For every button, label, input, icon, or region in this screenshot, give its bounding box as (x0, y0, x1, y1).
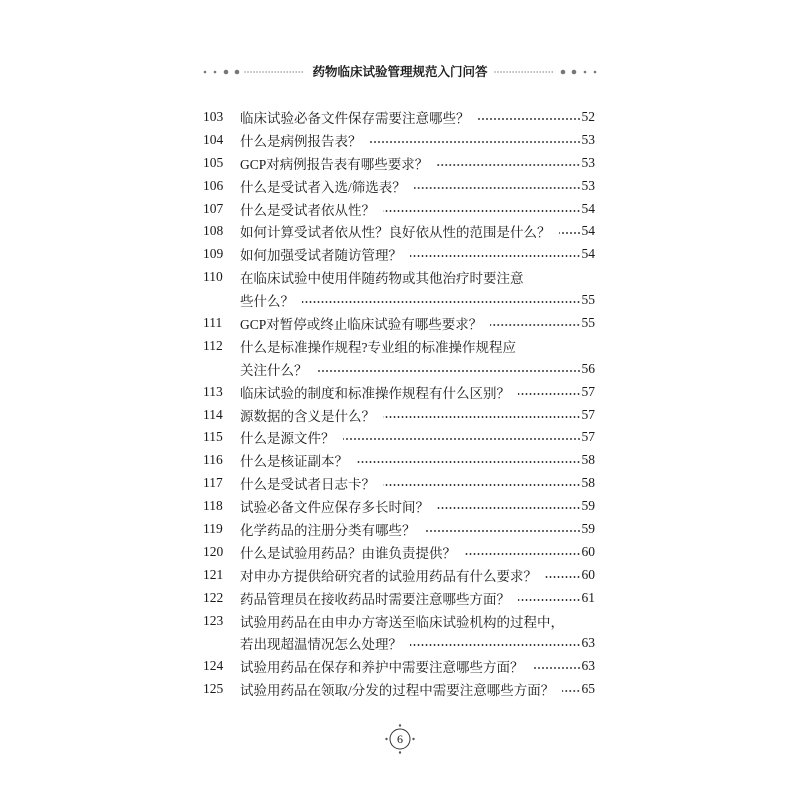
entry-title: 什么是核证副本？ (240, 454, 348, 470)
entry-page-number: 63 (581, 658, 595, 674)
toc-entry (203, 220, 595, 243)
dot-leader (370, 140, 581, 144)
entry-title: 什么是源文件？ (240, 431, 335, 447)
entry-number: 125 (203, 681, 224, 697)
dot-leader (518, 598, 581, 602)
entry-page-number: 58 (581, 475, 595, 491)
running-header-title: 药物临床试验管理规范入门问答 (312, 64, 488, 79)
entry-page-number: 54 (581, 200, 595, 216)
entry-number: 115 (203, 429, 223, 445)
entry-page-number: 61 (581, 589, 595, 605)
dot-leader (410, 643, 581, 647)
entry-number: 103 (203, 108, 224, 124)
dot-leader (383, 483, 581, 487)
entry-title: GCP对暂停或终止临床试验有哪些要求？ (240, 316, 483, 332)
dot-leader (478, 117, 581, 121)
dot-leader (343, 437, 581, 441)
entry-page-number: 60 (581, 566, 595, 582)
entry-title-line2: 关注什么？ (240, 362, 308, 378)
toc-entry (203, 540, 595, 563)
toc-entry (203, 151, 595, 174)
dot-leader (316, 369, 581, 373)
toc-entry (203, 472, 595, 495)
entry-page-number: 65 (581, 681, 595, 697)
entry-number: 111 (203, 314, 223, 330)
page-number: 6 (397, 732, 403, 746)
entry-page-number: 60 (581, 543, 595, 559)
dot-leader (414, 186, 581, 190)
toc-entry (203, 563, 595, 586)
entry-page-number: 52 (581, 108, 595, 124)
entry-page-number: 58 (581, 452, 595, 468)
dot-leader (490, 323, 580, 327)
toc-entry-line (203, 289, 595, 312)
entry-number: 106 (203, 177, 224, 193)
dot-leader (410, 254, 581, 258)
entry-number: 124 (203, 658, 224, 674)
entry-number: 118 (203, 498, 223, 514)
entry-page-number: 54 (581, 223, 595, 239)
dot-leader (518, 392, 581, 396)
entry-title: GCP对病例报告表有哪些要求？ (240, 156, 429, 172)
dot-leader (383, 209, 581, 213)
entry-title: 如何计算受试者依从性？良好依从性的范围是什么？ (240, 225, 551, 241)
dot-leader (437, 506, 581, 510)
entry-title-line1: 什么是标准操作规程?专业组的标准操作规程应 (240, 339, 516, 355)
toc-entry (203, 449, 595, 472)
dot-leader (302, 300, 581, 304)
entry-number: 113 (203, 383, 223, 399)
dot-leader (464, 552, 581, 556)
toc-entry-line (203, 632, 595, 655)
dot-leader (562, 689, 580, 693)
toc-entry-multiline (203, 334, 595, 380)
entry-number: 112 (203, 337, 223, 353)
entry-number: 110 (203, 269, 223, 285)
entry-page-number: 57 (581, 406, 595, 422)
dot-leader (356, 460, 581, 464)
entry-title-line2: 些什么？ (240, 294, 294, 310)
entry-title-line1: 试验用药品在由申办方寄送至临床试验机构的过程中， (240, 614, 564, 630)
entry-title: 如何加强受试者随访管理？ (240, 248, 402, 264)
dot-leader (383, 415, 581, 419)
entry-number: 119 (203, 520, 223, 536)
entry-title: 源数据的含义是什么？ (240, 408, 375, 424)
entry-page-number: 53 (581, 154, 595, 170)
toc-entry-line (203, 357, 595, 380)
entry-title: 临床试验的制度和标准操作规程有什么区别？ (240, 385, 510, 401)
entry-title: 化学药品的注册分类有哪些？ (240, 522, 416, 538)
entry-number: 117 (203, 475, 223, 491)
entry-page-number: 57 (581, 429, 595, 445)
entry-title: 什么是试验用药品？由谁负责提供？ (240, 545, 456, 561)
entry-number: 114 (203, 406, 223, 422)
dot-leader (545, 575, 581, 579)
entry-number: 116 (203, 452, 223, 468)
entry-number: 109 (203, 246, 224, 262)
toc-entry (203, 403, 595, 426)
dot-leader (532, 666, 581, 670)
entry-number: 120 (203, 543, 224, 559)
entry-title: 试验必备文件应保存多长时间？ (240, 500, 429, 516)
entry-title: 试验用药品在领取/分发的过程中需要注意哪些方面？ (240, 683, 555, 699)
entry-title: 什么是病例报告表？ (240, 133, 362, 149)
entry-page-number: 55 (581, 292, 595, 308)
entry-page-number: 56 (581, 360, 595, 376)
toc-entry (203, 128, 595, 151)
entry-number: 122 (203, 589, 224, 605)
toc-entry (203, 426, 595, 449)
toc-entry (203, 495, 595, 518)
toc-entry (203, 655, 595, 678)
entry-title: 临床试验必备文件保存需要注意哪些？ (240, 110, 470, 126)
entry-title-line2: 若出现超温情况怎么处理？ (240, 637, 402, 653)
entry-page-number: 53 (581, 177, 595, 193)
entry-title-line1: 在临床试验中使用伴随药物或其他治疗时要注意 (240, 271, 524, 287)
toc-entry (203, 106, 595, 129)
entry-title: 什么是受试者依从性？ (240, 202, 375, 218)
entry-title: 对申办方提供给研究者的试验用药品有什么要求？ (240, 568, 537, 584)
toc-entry (203, 678, 595, 701)
toc-list (203, 106, 595, 701)
toc-entry (203, 243, 595, 266)
toc-entry (203, 312, 595, 335)
entry-number: 107 (203, 200, 224, 216)
entry-number: 104 (203, 131, 224, 147)
toc-entry-multiline (203, 266, 595, 312)
entry-page-number: 54 (581, 246, 595, 262)
entry-page-number: 59 (581, 498, 595, 514)
entry-title: 试验用药品在保存和养护中需要注意哪些方面？ (240, 660, 524, 676)
entry-page-number: 57 (581, 383, 595, 399)
toc-entry (203, 586, 595, 609)
entry-number: 105 (203, 154, 224, 170)
entry-number: 123 (203, 612, 224, 628)
toc-entry (203, 174, 595, 197)
entry-number: 121 (203, 566, 224, 582)
dot-leader (436, 163, 580, 167)
toc-entry (203, 197, 595, 220)
entry-title: 什么是受试者日志卡？ (240, 477, 375, 493)
toc-entry-line (203, 609, 595, 632)
entry-page-number: 59 (581, 520, 595, 536)
dot-leader (424, 529, 581, 533)
toc-entry-line (203, 266, 595, 289)
toc-entry-line (203, 334, 595, 357)
header-ornament-right (492, 66, 602, 78)
header-ornament-left (198, 66, 308, 78)
toc-entry-multiline (203, 609, 595, 655)
entry-title: 什么是受试者入选/筛选表？ (240, 179, 406, 195)
toc-entry (203, 518, 595, 541)
entry-page-number: 63 (581, 635, 595, 651)
entry-page-number: 55 (581, 314, 595, 330)
entry-number: 108 (203, 223, 224, 239)
toc-entry (203, 380, 595, 403)
dot-leader (559, 231, 581, 235)
entry-title: 药品管理员在接收药品时需要注意哪些方面？ (240, 591, 510, 607)
entry-page-number: 53 (581, 131, 595, 147)
